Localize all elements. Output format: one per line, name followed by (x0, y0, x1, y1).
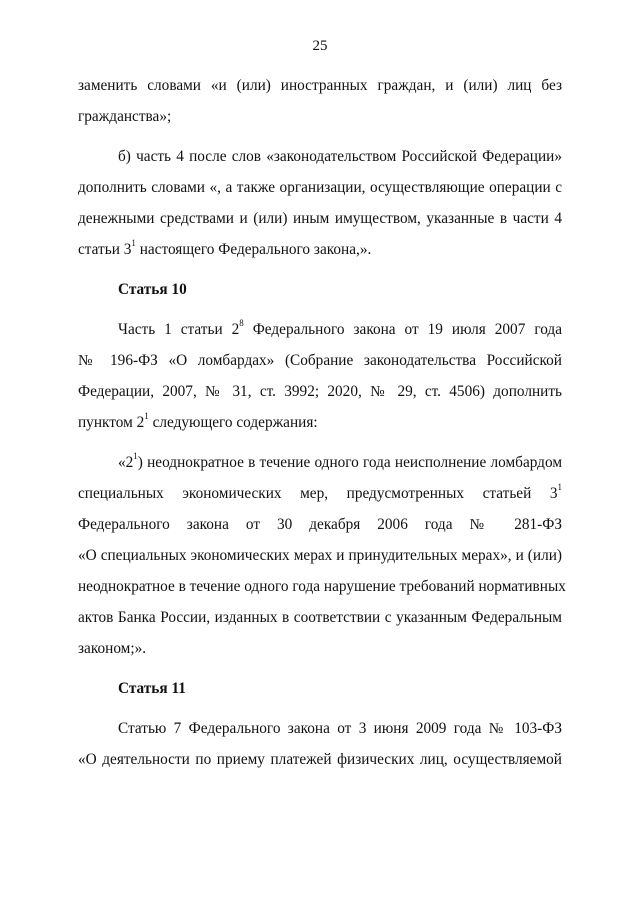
text-line: «$2^1$) неоднократное в течение одного года неисполнение ломбардом (118, 450, 562, 471)
article-heading: Статья 10 (118, 281, 187, 298)
text-line: Часть 1 статьи $2^8$ Федерального закона от 19 июля 2007 года (118, 317, 562, 338)
superscript: 1 (144, 410, 149, 421)
text-line: заменить словами «и (или) иностранных граждан, и (или) лиц без (78, 77, 562, 94)
text-line: «О специальных экономических мерах и принудительных мерах», и (или) (78, 547, 562, 564)
text-line: статьи $3^1$ настоящего Федерального закона,». (78, 237, 372, 258)
text-line: «О деятельности по приему платежей физических лиц, осуществляемой (78, 751, 562, 768)
article-heading: Статья 11 (118, 680, 186, 697)
superscript: 1 (557, 481, 562, 492)
text-line: неоднократное в течение одного года нарушение требований нормативных (78, 578, 566, 595)
text-line: Федерации, 2007, № 31, ст. 3992; 2020, № 29, ст. 4506) дополнить (78, 383, 562, 400)
text-line: законом;». (78, 640, 147, 657)
superscript: 8 (239, 317, 244, 328)
text-line: Статью 7 Федерального закона от 3 июня 2009 года № 103-ФЗ (118, 720, 562, 737)
text-line: пунктом $2^1$ следующего содержания: (78, 410, 318, 431)
text-line: № 196-ФЗ «О ломбардах» (Собрание законодательства Российской (78, 352, 562, 369)
page-number: 25 (312, 38, 328, 54)
text-line: денежными средствами и (или) иным имуществом, указанные в части 4 (78, 210, 562, 227)
text-line: б) часть 4 после слов «законодательством Российской Федерации» (118, 148, 562, 165)
superscript: 1 (131, 237, 136, 248)
document-body (78, 70, 566, 775)
text-line: дополнить словами «, а также организации, осуществляющие операции с (78, 179, 562, 196)
text-line: специальных экономических мер, предусмотренных статьей $3^1$ (78, 481, 562, 502)
text-line: актов Банка России, изданных в соответствии с указанным Федеральным (78, 609, 562, 626)
text-line: гражданства»; (78, 108, 172, 125)
superscript: 1 (133, 450, 138, 461)
text-line: Федерального закона от 30 декабря 2006 года № 281-ФЗ (78, 516, 562, 533)
